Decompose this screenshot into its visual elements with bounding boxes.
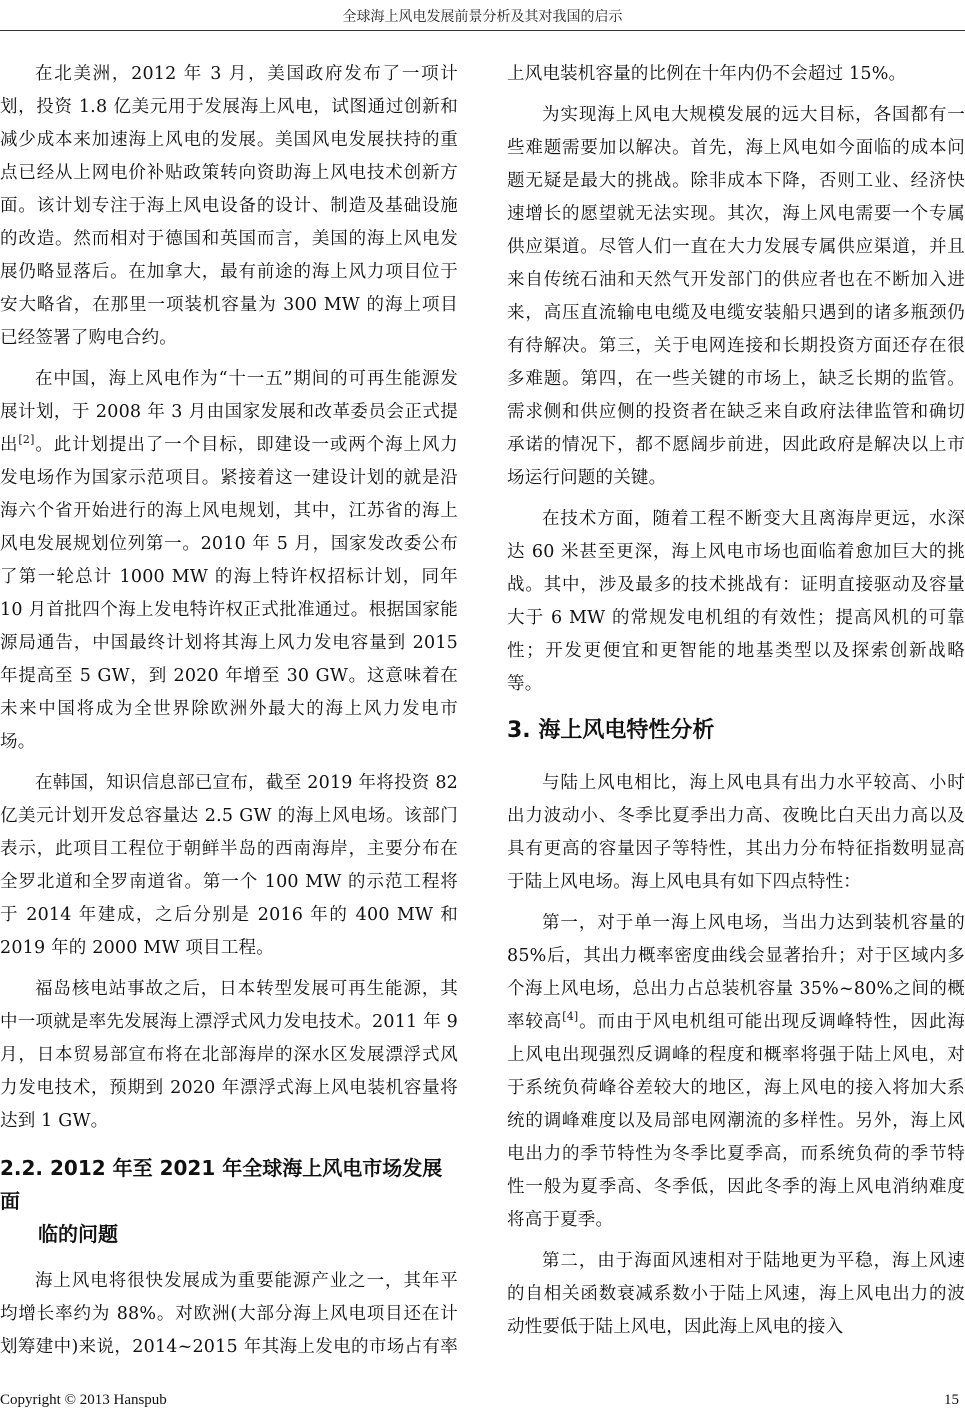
page-footer bbox=[0, 1392, 965, 1412]
paragraph-text: 。而由于风电机组可能出现反调峰特性，因此海上风电出现强烈反调峰的程度和概率将强于陆上风电，对于系统负荷峰谷差较大的地区，海上风电的接入将加大系统的调峰难度以及局部电网潮流的多样性。另外，海上风电出力的季节特性为冬季比夏季高，而系统负荷的季节特性一般为夏季高、冬季低，因此冬季的海上风电消纳难度将高于夏季。 bbox=[507, 1012, 965, 1230]
paragraph-technical: 在技术方面，随着工程不断变大且离海岸更远，水深达 60 米甚至更深，海上风电市场也面临着愈加巨大的挑战。其中，涉及最多的技术挑战有：证明直接驱动及容量大于 6 MW 的常规发电机组的有效性；提高风机的可靠性；开发更便宜和更智能的地基类型以及探索创新战略等。 bbox=[507, 509, 965, 694]
copyright-notice: Copyright © 2013 Hanspub bbox=[0, 1392, 167, 1408]
paragraph-growth bbox=[0, 1265, 458, 1368]
citation-ref[interactable]: [2] bbox=[18, 433, 35, 447]
paragraph-text: 海上风电将很快发展成为重要能源产业之一，其年平均增长率约为 88%。对欧洲(大部分海上风电项目还在计划筹建中)来说，2014~2015 年其海上发电的市场占有率 bbox=[0, 1271, 458, 1357]
running-header: 全球海上风电发展前景分析及其对我国的启示 bbox=[342, 9, 623, 25]
page-number: 15 bbox=[944, 1392, 959, 1408]
paragraph-first-point bbox=[507, 907, 965, 1237]
citation-ref[interactable]: [4] bbox=[562, 1010, 579, 1024]
right-column bbox=[507, 58, 965, 1368]
heading-line: 2.2. 2012 年至 2021 年全球海上风电市场发展面 bbox=[0, 1156, 443, 1213]
header-rule bbox=[0, 30, 965, 31]
paragraph-text: 。此计划提出了一个目标，即建设一或两个海上风力发电场作为国家示范项目。紧接着这一建设计划的就是沿海六个省开始进行的海上风电规划，其中，江苏省的海上风电发展规划位列第一。2010 年 5 月，国家发改委公布了第一轮总计 1000 MW 的海上特许权招标计划，同年 10 月首批四个海上发电特许权正式批准通过。根据国家能源局通告，中国最终计划将其海上风力发电容量到 2015 年提高至 5 GW，到 2020 年增至 30 GW。这意味着在未来中国将成为全世界除欧洲外最大的海上风力发电市场。 bbox=[0, 435, 458, 752]
paragraph-korea: 在韩国，知识信息部已宣布，截至 2019 年将投资 82 亿美元计划开发总容量达 2.5 GW 的海上风电场。该部门表示，此项目工程位于朝鲜半岛的西南海岸，主要分布在全罗北道和全罗南道省。第一个 100 MW 的示范工程将于 2014 年建成，之后分别是 2016 年的 400 MW 和 2019 年的 2000 MW 项目工程。 bbox=[0, 773, 458, 958]
paragraph-challenges: 为实现海上风电大规模发展的远大目标，各国都有一些难题需要加以解决。首先，海上风电如今面临的成本问题无疑是最大的挑战。除非成本下降，否则工业、经济快速增长的愿望就无法实现。其次，海上风电需要一个专属供应渠道。尽管人们一直在大力发展专属供应渠道，并且来自传统石油和天然气开发部门的供应者也在不断加入进来，高压直流输电电缆及电缆安装船只遇到的诸多瓶颈仍有待解决。第三，关于电网连接和长期投资方面还存在很多难题。第四，在一些关键的市场上，缺乏长期的监管。需求侧和供应侧的投资者在缺乏来自政府法律监管和确切承诺的情况下，都不愿阔步前进，因此政府是解决以上市场运行问题的关键。 bbox=[507, 105, 965, 488]
paragraph-text: 第一，对于单一海上风电场，当出力达到装机容量的 85%后，其出力概率密度曲线会显著抬升；对于区域内多个海上风电场，总出力占总装机容量 35%~80%之间的概率较高 bbox=[507, 913, 965, 1032]
left-column bbox=[0, 58, 458, 1368]
paragraph-north-america: 在北美洲，2012 年 3 月，美国政府发布了一项计划，投资 1.8 亿美元用于发展海上风电，试图通过创新和减少成本来加速海上风电的发展。美国风电发展扶持的重点已经从上网电价补贴政策转向资助海上风电技术创新方面。该计划专注于海上风电设备的设计、制造及基础设施的改造。然而相对于德国和英国而言，美国的海上风电发展仍略显落后。在加拿大，最有前途的海上风力项目位于安大略省，在那里一项装机容量为 300 MW 的海上项目已经签署了购电合约。 bbox=[0, 64, 458, 348]
paragraph-characteristics: 与陆上风电相比，海上风电具有出力水平较高、小时出力波动小、冬季比夏季出力高、夜晚比白天出力高以及具有更高的容量因子等特性，其出力分布特征指数明显高于陆上风电场。海上风电具有如下四点特性： bbox=[507, 773, 965, 892]
section-heading-3: 3. 海上风电特性分析 bbox=[507, 718, 715, 743]
paragraph-japan: 福岛核电站事故之后，日本转型发展可再生能源，其中一项就是率先发展海上漂浮式风力发电技术。2011 年 9 月，日本贸易部宣布将在北部海岸的深水区发展漂浮式风力发电技术，预期到 2020 年漂浮式海上风电装机容量将达到 1 GW。 bbox=[0, 979, 458, 1131]
paragraph-second-point: 第二，由于海面风速相对于陆地更为平稳，海上风速的自相关函数衰减系数小于陆上风速，海上风电出力的波动性要低于陆上风电，因此海上风电的接入 bbox=[507, 1251, 965, 1337]
paragraph-china bbox=[0, 363, 458, 759]
section-heading-2-2 bbox=[0, 1152, 458, 1251]
paragraph-text: 在中国，海上风电作为“十一五”期间的可再生能源发展计划，于 2008 年 3 月由国家发展和改革委员会正式提出 bbox=[0, 369, 458, 455]
heading-line: 临的问题 bbox=[38, 1222, 118, 1246]
paragraph-continued: 上风电装机容量的比例在十年内仍不会超过 15%。 bbox=[507, 64, 907, 84]
